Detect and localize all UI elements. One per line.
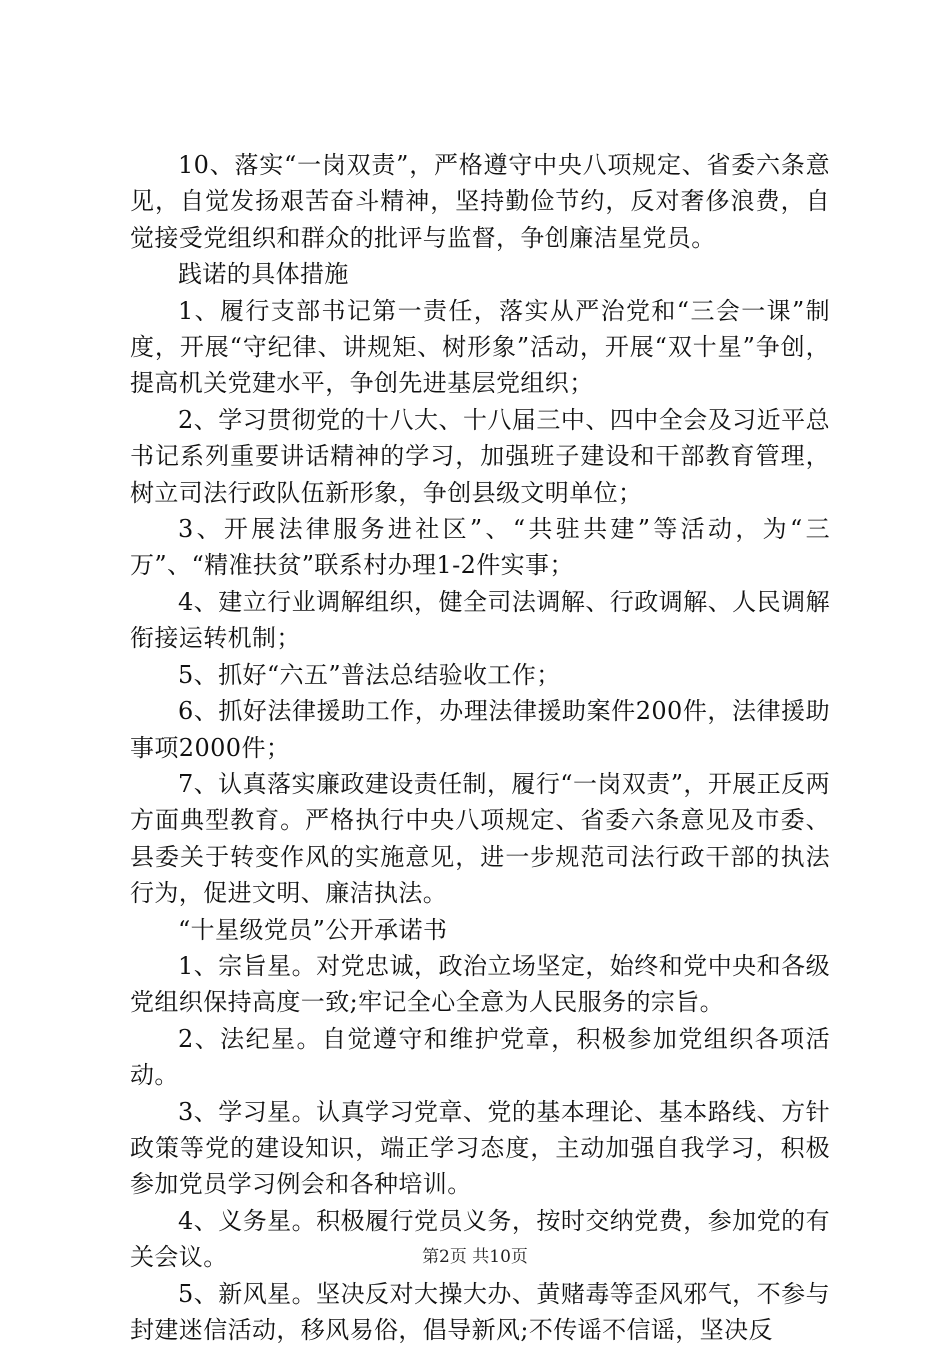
- paragraph-measure-6: 6、抓好法律援助工作，办理法律援助案件200件，法律援助事项2000件；: [130, 697, 830, 762]
- paragraph-star-5: 5、新风星。坚决反对大操大办、黄赌毒等歪风邪气，不参与封建迷信活动，移风易俗，倡导新风;不传谣不信谣，坚决反: [130, 1279, 830, 1344]
- paragraph-star-4: 4、义务星。积极履行党员义务，按时交纳党费，参加党的有关会议。: [130, 1206, 830, 1272]
- paragraph-star-1: 1、宗旨星。对党忠诚，政治立场坚定，始终和党中央和各级党组织保持高度一致;牢记全心全意为人民服务的宗旨。: [130, 951, 830, 1017]
- document-body: [130, 147, 830, 1348]
- paragraph-measure-7: 7、认真落实廉政建设责任制，履行“一岗双责”，开展正反两方面典型教育。严格执行中央八项规定、省委六条意见及市委、县委关于转变作风的实施意见，进一步规范司法行政干部的执法行为，促进文明、廉洁执法。: [130, 769, 830, 908]
- page-footer: 第2页 共10页: [422, 1247, 528, 1267]
- paragraph-measure-2: 2、学习贯彻党的十八大、十八届三中、四中全会及习近平总书记系列重要讲话精神的学习，加强班子建设和干部教育管理，树立司法行政队伍新形象，争创县级文明单位；: [130, 405, 830, 507]
- paragraph-measure-1: 1、履行支部书记第一责任，落实从严治党和“三会一课”制度，开展“守纪律、讲规矩、树形象”活动，开展“双十星”争创，提高机关党建水平，争创先进基层党组织；: [130, 296, 830, 398]
- paragraph-star-3: 3、学习星。认真学习党章、党的基本理论、基本路线、方针政策等党的建设知识，端正学习态度，主动加强自我学习，积极参加党员学习例会和各种培训。: [130, 1097, 830, 1199]
- section-heading-ten-star-pledge: “十星级党员”公开承诺书: [178, 915, 448, 944]
- paragraph-measure-4: 4、建立行业调解组织，健全司法调解、行政调解、人民调解衔接运转机制；: [130, 587, 830, 653]
- paragraph-measure-3: 3、开展法律服务进社区”、“共驻共建”等活动，为“三万”、“精准扶贫”联系村办理1-2件实事；: [130, 515, 830, 580]
- section-heading-measures: 践诺的具体措施: [178, 260, 349, 289]
- paragraph-measure-5: 5、抓好“六五”普法总结验收工作；: [178, 660, 561, 689]
- paragraph-star-2: 2、法纪星。自觉遵守和维护党章，积极参加党组织各项活动。: [130, 1024, 830, 1090]
- paragraph-commitment-10: 10、落实“一岗双责”，严格遵守中央八项规定、省委六条意见，自觉发扬艰苦奋斗精神，坚持勤俭节约，反对奢侈浪费，自觉接受党组织和群众的批评与监督，争创廉洁星党员。: [130, 151, 830, 252]
